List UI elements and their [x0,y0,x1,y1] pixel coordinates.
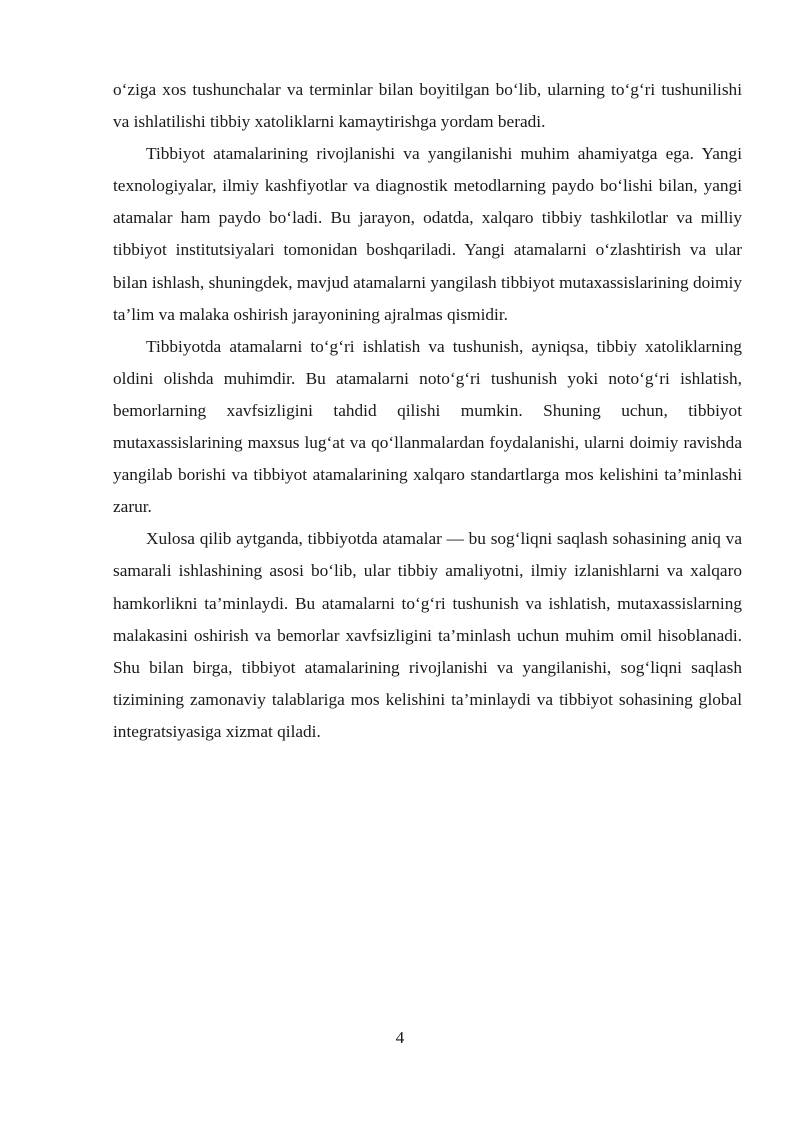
paragraph-terms-development: Tibbiyot atamalarining rivojlanishi va yangilanishi muhim ahamiyatga ega. Yangi texnologiyalar, ilmiy kashfiyotlar va diagnostik metodlarning paydo bo‘lishi bilan, yangi atamalar ham paydo bo‘ladi. Bu jarayon, odatda, xalqaro tibbiy tashkilotlar va milliy tibbiyot institutsiyalari tomonidan boshqariladi. Yangi atamalarni o‘zlashtirish va ular bilan ishlash, shuningdek, mavjud atamalarni yangilash tibbiyot mutaxassislarining doimiy ta’lim va malaka oshirish jarayonining ajralmas qismidir. [113,144,742,324]
page-number: 4 [395,1028,405,1047]
paragraph-correct-usage: Tibbiyotda atamalarni to‘g‘ri ishlatish va tushunish, ayniqsa, tibbiy xatoliklarning oldini olishda muhimdir. Bu atamalarni noto‘g‘ri tushunish yoki noto‘g‘ri ishlatish, bemorlarning xavfsizligini tahdid qilishi mumkin. Shuning uchun, tibbiyot mutaxassislarining maxsus lug‘at va qo‘llanmalardan foydalanishi, ularni doimiy ravishda yangilab borishi va tibbiyot atamalarining xalqaro standartlarga mos kelishini ta’minlashi zarur. [113,336,742,517]
paragraph-continuation: o‘ziga xos tushunchalar va terminlar bilan boyitilgan bo‘lib, ularning to‘g‘ri tushunilishi va ishlatilishi tibbiy xatoliklarni kamaytirishga yordam beradi. [113,80,742,132]
paragraph-conclusion: Xulosa qilib aytganda, tibbiyotda atamalar — bu sog‘liqni saqlash sohasining aniq va samarali ishlashining asosi bo‘lib, ular tibbiy amaliyotni, ilmiy izlanishlarni va xalqaro hamkorlikni ta’minlaydi. Bu atamalarni to‘g‘ri tushunish va ishlatish, mutaxassislarning malakasini oshirish va bemorlar xavfsizligini ta’minlash uchun muhim omil hisoblanadi. Shu bilan birga, tibbiyot atamalarining rivojlanishi va yangilanishi, sog‘liqni saqlash tizimining zamonaviy talablariga mos kelishini ta’minlaydi va tibbiyot sohasining global integratsiyasiga xizmat qiladi. [113,529,742,741]
body-text [113,74,742,748]
